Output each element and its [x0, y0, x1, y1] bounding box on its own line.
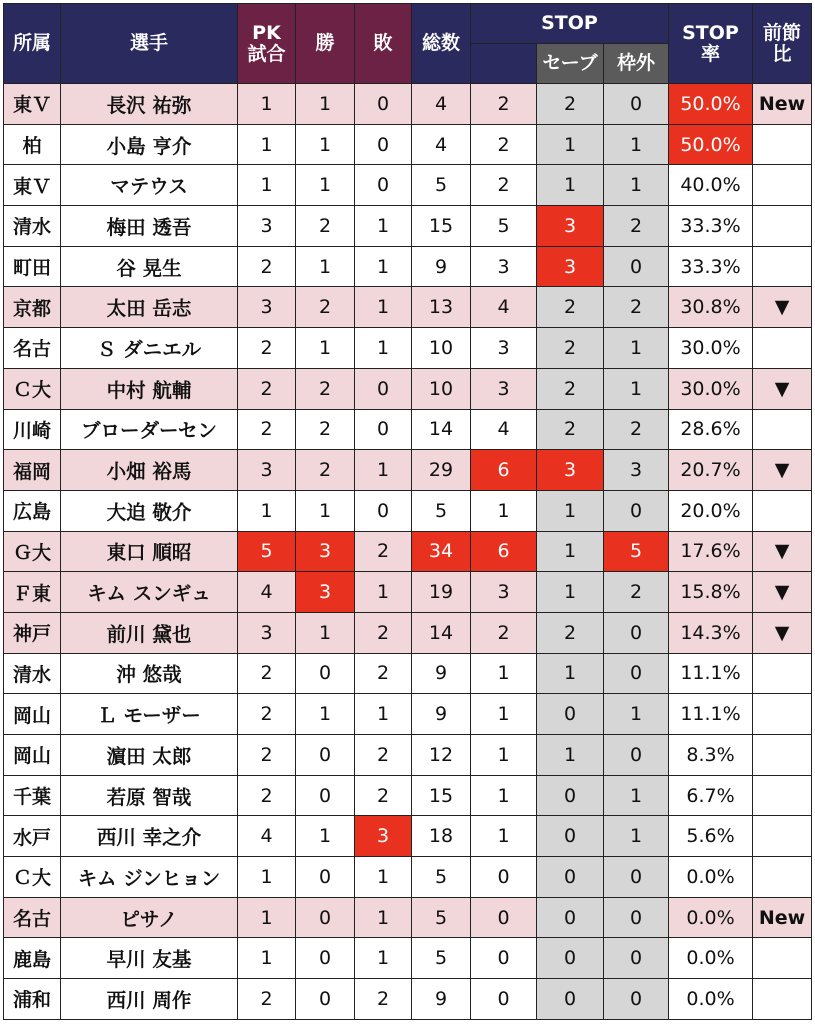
losses-cell: 1 — [355, 246, 412, 287]
off-target-cell: 0 — [604, 653, 669, 694]
player-cell: 前川 黛也 — [61, 612, 238, 653]
wins-cell: 0 — [296, 979, 355, 1020]
wins-cell: 1 — [296, 490, 355, 531]
wins-cell: 1 — [296, 124, 355, 165]
table-row — [4, 897, 812, 938]
total-cell: 5 — [412, 165, 471, 206]
trend-cell — [753, 775, 812, 816]
table-row — [4, 84, 812, 125]
save-cell: 0 — [537, 938, 604, 979]
header-stop-total — [471, 44, 537, 84]
save-cell: 1 — [537, 735, 604, 776]
total-cell: 10 — [412, 368, 471, 409]
off-target-cell: 0 — [604, 857, 669, 898]
pk-matches-cell: 1 — [238, 938, 296, 979]
player-cell: 中村 航輔 — [61, 368, 238, 409]
total-cell: 9 — [412, 653, 471, 694]
team-cell: 名古 — [4, 328, 61, 369]
wins-cell: 1 — [296, 816, 355, 857]
off-target-cell: 2 — [604, 287, 669, 328]
stop-rate-cell: 33.3% — [669, 246, 753, 287]
pk-matches-cell: 2 — [238, 653, 296, 694]
total-cell: 9 — [412, 979, 471, 1020]
pk-matches-cell: 1 — [238, 490, 296, 531]
trend-cell — [753, 938, 812, 979]
stop-rate-cell: 0.0% — [669, 857, 753, 898]
losses-cell: 1 — [355, 694, 412, 735]
stop-rate-cell: 50.0% — [669, 124, 753, 165]
stop-rate-cell: 17.6% — [669, 531, 753, 572]
stop-rate-cell: 20.7% — [669, 450, 753, 491]
total-cell: 5 — [412, 897, 471, 938]
losses-cell: 1 — [355, 938, 412, 979]
stop-rate-cell: 5.6% — [669, 816, 753, 857]
stop-rate-cell: 30.0% — [669, 328, 753, 369]
off-target-cell: 0 — [604, 897, 669, 938]
wins-cell: 3 — [296, 531, 355, 572]
save-cell: 2 — [537, 409, 604, 450]
total-cell: 14 — [412, 612, 471, 653]
wins-cell: 0 — [296, 735, 355, 776]
team-cell: 岡山 — [4, 694, 61, 735]
total-cell: 15 — [412, 206, 471, 247]
total-cell: 9 — [412, 246, 471, 287]
team-cell: 千葉 — [4, 775, 61, 816]
trend-cell — [753, 409, 812, 450]
off-target-cell: 1 — [604, 694, 669, 735]
wins-cell: 0 — [296, 775, 355, 816]
wins-cell: 1 — [296, 84, 355, 125]
save-cell: 2 — [537, 287, 604, 328]
table-row — [4, 490, 812, 531]
table-row — [4, 735, 812, 776]
wins-cell: 2 — [296, 206, 355, 247]
trend-cell — [753, 694, 812, 735]
off-target-cell: 0 — [604, 246, 669, 287]
losses-cell: 0 — [355, 165, 412, 206]
wins-cell: 1 — [296, 165, 355, 206]
table-row — [4, 938, 812, 979]
wins-cell: 1 — [296, 246, 355, 287]
trend-cell — [753, 246, 812, 287]
player-cell: 小畑 裕馬 — [61, 450, 238, 491]
stop-rate-cell: 33.3% — [669, 206, 753, 247]
pk-matches-cell: 1 — [238, 897, 296, 938]
player-cell: 長沢 祐弥 — [61, 84, 238, 125]
header-save: セーブ — [537, 44, 604, 84]
losses-cell: 1 — [355, 206, 412, 247]
header-pk-line1: PK — [252, 21, 281, 44]
losses-cell: 3 — [355, 816, 412, 857]
stop-cell: 0 — [471, 897, 537, 938]
header-prev-compare — [753, 4, 812, 84]
pk-matches-cell: 2 — [238, 409, 296, 450]
pk-matches-cell: 1 — [238, 84, 296, 125]
save-cell: 1 — [537, 165, 604, 206]
header-team: 所属 — [4, 4, 61, 84]
save-cell: 2 — [537, 84, 604, 125]
wins-cell: 0 — [296, 857, 355, 898]
stop-rate-cell: 28.6% — [669, 409, 753, 450]
pk-matches-cell: 2 — [238, 735, 296, 776]
trend-cell: ▼ — [753, 368, 812, 409]
save-cell: 2 — [537, 328, 604, 369]
player-cell: 小島 亨介 — [61, 124, 238, 165]
trend-cell — [753, 124, 812, 165]
pk-matches-cell: 4 — [238, 816, 296, 857]
stop-rate-cell: 30.0% — [669, 368, 753, 409]
pk-matches-cell: 5 — [238, 531, 296, 572]
player-cell: 谷 晃生 — [61, 246, 238, 287]
header-pk-line2: 試合 — [247, 42, 286, 65]
team-cell: 清水 — [4, 206, 61, 247]
pk-matches-cell: 2 — [238, 694, 296, 735]
save-cell: 0 — [537, 857, 604, 898]
save-cell: 1 — [537, 124, 604, 165]
player-cell: 梅田 透吾 — [61, 206, 238, 247]
save-cell: 1 — [537, 531, 604, 572]
wins-cell: 2 — [296, 368, 355, 409]
header-off-target: 枠外 — [604, 44, 669, 84]
header-stop: STOP — [471, 4, 669, 44]
trend-cell — [753, 165, 812, 206]
wins-cell: 2 — [296, 287, 355, 328]
team-cell: 東Ｖ — [4, 84, 61, 125]
save-cell: 1 — [537, 572, 604, 613]
table-row — [4, 368, 812, 409]
total-cell: 4 — [412, 84, 471, 125]
team-cell: 清水 — [4, 653, 61, 694]
off-target-cell: 0 — [604, 979, 669, 1020]
table-row — [4, 124, 812, 165]
trend-cell — [753, 857, 812, 898]
off-target-cell: 1 — [604, 124, 669, 165]
stop-cell: 2 — [471, 612, 537, 653]
stop-cell: 1 — [471, 490, 537, 531]
table-row — [4, 450, 812, 491]
wins-cell: 0 — [296, 938, 355, 979]
stop-cell: 6 — [471, 450, 537, 491]
off-target-cell: 1 — [604, 775, 669, 816]
trend-cell: New — [753, 84, 812, 125]
team-cell: 神戸 — [4, 612, 61, 653]
player-cell: 太田 岳志 — [61, 287, 238, 328]
total-cell: 13 — [412, 287, 471, 328]
off-target-cell: 0 — [604, 612, 669, 653]
total-cell: 12 — [412, 735, 471, 776]
stop-rate-cell: 0.0% — [669, 979, 753, 1020]
table-body — [4, 84, 812, 1020]
losses-cell: 2 — [355, 735, 412, 776]
trend-cell — [753, 206, 812, 247]
trend-cell: ▼ — [753, 287, 812, 328]
stop-cell: 3 — [471, 368, 537, 409]
header-rate-line2: 率 — [700, 42, 720, 65]
losses-cell: 2 — [355, 531, 412, 572]
player-cell: 濵田 太郎 — [61, 735, 238, 776]
losses-cell: 0 — [355, 368, 412, 409]
trend-cell — [753, 735, 812, 776]
team-cell: Ｃ大 — [4, 368, 61, 409]
stop-cell: 5 — [471, 206, 537, 247]
pk-matches-cell: 3 — [238, 450, 296, 491]
off-target-cell: 2 — [604, 409, 669, 450]
table-row — [4, 816, 812, 857]
save-cell: 3 — [537, 206, 604, 247]
stop-cell: 1 — [471, 653, 537, 694]
table-row — [4, 531, 812, 572]
off-target-cell: 1 — [604, 368, 669, 409]
trend-cell — [753, 816, 812, 857]
team-cell: 名古 — [4, 897, 61, 938]
header-rate-line1: STOP — [682, 21, 739, 44]
pk-matches-cell: 1 — [238, 857, 296, 898]
stop-rate-cell: 40.0% — [669, 165, 753, 206]
pk-matches-cell: 2 — [238, 246, 296, 287]
table-row — [4, 694, 812, 735]
team-cell: 広島 — [4, 490, 61, 531]
team-cell: 柏 — [4, 124, 61, 165]
stop-rate-cell: 11.1% — [669, 694, 753, 735]
table-row — [4, 857, 812, 898]
player-cell: マテウス — [61, 165, 238, 206]
team-cell: 福岡 — [4, 450, 61, 491]
save-cell: 0 — [537, 816, 604, 857]
table-row — [4, 165, 812, 206]
losses-cell: 0 — [355, 84, 412, 125]
player-cell: 若原 智哉 — [61, 775, 238, 816]
total-cell: 14 — [412, 409, 471, 450]
stop-cell: 0 — [471, 857, 537, 898]
trend-cell — [753, 979, 812, 1020]
header-pk-matches — [238, 4, 296, 84]
player-cell: キム ジンヒョン — [61, 857, 238, 898]
stop-cell: 2 — [471, 84, 537, 125]
table-row — [4, 206, 812, 247]
stop-cell: 3 — [471, 328, 537, 369]
losses-cell: 0 — [355, 124, 412, 165]
trend-cell: ▼ — [753, 450, 812, 491]
save-cell: 0 — [537, 979, 604, 1020]
team-cell: Ｆ東 — [4, 572, 61, 613]
pk-matches-cell: 3 — [238, 206, 296, 247]
total-cell: 5 — [412, 857, 471, 898]
team-cell: 鹿島 — [4, 938, 61, 979]
total-cell: 9 — [412, 694, 471, 735]
table-row — [4, 572, 812, 613]
player-cell: 東口 順昭 — [61, 531, 238, 572]
stop-cell: 4 — [471, 287, 537, 328]
player-cell: キム スンギュ — [61, 572, 238, 613]
total-cell: 4 — [412, 124, 471, 165]
losses-cell: 0 — [355, 490, 412, 531]
table-header — [4, 4, 812, 84]
table-row — [4, 246, 812, 287]
save-cell: 3 — [537, 450, 604, 491]
player-cell: ブローダーセン — [61, 409, 238, 450]
losses-cell: 0 — [355, 409, 412, 450]
trend-cell: ▼ — [753, 612, 812, 653]
wins-cell: 2 — [296, 409, 355, 450]
stop-cell: 1 — [471, 735, 537, 776]
save-cell: 0 — [537, 694, 604, 735]
off-target-cell: 1 — [604, 816, 669, 857]
stop-cell: 3 — [471, 246, 537, 287]
team-cell: 水戸 — [4, 816, 61, 857]
team-cell: Ｃ大 — [4, 857, 61, 898]
trend-cell — [753, 490, 812, 531]
trend-cell: New — [753, 897, 812, 938]
team-cell: 東Ｖ — [4, 165, 61, 206]
stop-cell: 0 — [471, 938, 537, 979]
pk-stop-rate-table — [3, 3, 812, 1020]
save-cell: 0 — [537, 775, 604, 816]
table-row — [4, 775, 812, 816]
losses-cell: 2 — [355, 775, 412, 816]
total-cell: 10 — [412, 328, 471, 369]
pk-matches-cell: 2 — [238, 775, 296, 816]
player-cell: 早川 友基 — [61, 938, 238, 979]
stop-rate-cell: 6.7% — [669, 775, 753, 816]
stop-cell: 2 — [471, 165, 537, 206]
table-row — [4, 409, 812, 450]
losses-cell: 1 — [355, 857, 412, 898]
off-target-cell: 0 — [604, 490, 669, 531]
wins-cell: 1 — [296, 328, 355, 369]
player-cell: 大迫 敬介 — [61, 490, 238, 531]
stop-rate-cell: 0.0% — [669, 938, 753, 979]
stop-rate-cell: 0.0% — [669, 897, 753, 938]
table-row — [4, 612, 812, 653]
losses-cell: 1 — [355, 287, 412, 328]
wins-cell: 1 — [296, 612, 355, 653]
stop-cell: 4 — [471, 409, 537, 450]
losses-cell: 2 — [355, 653, 412, 694]
team-cell: 浦和 — [4, 979, 61, 1020]
table-row — [4, 328, 812, 369]
stop-rate-cell: 30.8% — [669, 287, 753, 328]
table-row — [4, 979, 812, 1020]
off-target-cell: 1 — [604, 328, 669, 369]
trend-cell: ▼ — [753, 531, 812, 572]
save-cell: 2 — [537, 612, 604, 653]
header-total: 総数 — [412, 4, 471, 84]
team-cell: Ｇ大 — [4, 531, 61, 572]
off-target-cell: 1 — [604, 165, 669, 206]
stop-cell: 1 — [471, 816, 537, 857]
off-target-cell: 0 — [604, 84, 669, 125]
save-cell: 0 — [537, 897, 604, 938]
off-target-cell: 0 — [604, 938, 669, 979]
wins-cell: 2 — [296, 450, 355, 491]
total-cell: 5 — [412, 938, 471, 979]
stop-rate-cell: 11.1% — [669, 653, 753, 694]
off-target-cell: 3 — [604, 450, 669, 491]
total-cell: 5 — [412, 490, 471, 531]
stop-rate-cell: 20.0% — [669, 490, 753, 531]
player-cell: 沖 悠哉 — [61, 653, 238, 694]
wins-cell: 1 — [296, 694, 355, 735]
pk-matches-cell: 2 — [238, 368, 296, 409]
header-prev-line2: 比 — [772, 42, 792, 65]
player-cell: Ｓ ダニエル — [61, 328, 238, 369]
stop-cell: 0 — [471, 979, 537, 1020]
stop-cell: 1 — [471, 694, 537, 735]
trend-cell — [753, 328, 812, 369]
player-cell: 西川 周作 — [61, 979, 238, 1020]
stop-rate-cell: 50.0% — [669, 84, 753, 125]
pk-matches-cell: 2 — [238, 979, 296, 1020]
total-cell: 29 — [412, 450, 471, 491]
wins-cell: 0 — [296, 653, 355, 694]
trend-cell — [753, 653, 812, 694]
off-target-cell: 0 — [604, 735, 669, 776]
player-cell: 西川 幸之介 — [61, 816, 238, 857]
losses-cell: 1 — [355, 897, 412, 938]
total-cell: 34 — [412, 531, 471, 572]
team-cell: 京都 — [4, 287, 61, 328]
pk-matches-cell: 3 — [238, 612, 296, 653]
stop-cell: 2 — [471, 124, 537, 165]
pk-matches-cell: 1 — [238, 124, 296, 165]
off-target-cell: 2 — [604, 206, 669, 247]
pk-matches-cell: 1 — [238, 165, 296, 206]
header-stop-rate — [669, 4, 753, 84]
total-cell: 19 — [412, 572, 471, 613]
losses-cell: 1 — [355, 328, 412, 369]
wins-cell: 3 — [296, 572, 355, 613]
save-cell: 3 — [537, 246, 604, 287]
team-cell: 町田 — [4, 246, 61, 287]
losses-cell: 1 — [355, 572, 412, 613]
losses-cell: 2 — [355, 612, 412, 653]
total-cell: 18 — [412, 816, 471, 857]
stop-rate-cell: 14.3% — [669, 612, 753, 653]
stop-cell: 6 — [471, 531, 537, 572]
team-cell: 岡山 — [4, 735, 61, 776]
team-cell: 川崎 — [4, 409, 61, 450]
pk-matches-cell: 3 — [238, 287, 296, 328]
stop-cell: 1 — [471, 775, 537, 816]
stop-rate-cell: 15.8% — [669, 572, 753, 613]
table-row — [4, 653, 812, 694]
header-prev-line1: 前節 — [762, 21, 801, 44]
header-losses: 敗 — [355, 4, 412, 84]
trend-cell: ▼ — [753, 572, 812, 613]
pk-matches-cell: 4 — [238, 572, 296, 613]
off-target-cell: 5 — [604, 531, 669, 572]
wins-cell: 0 — [296, 897, 355, 938]
off-target-cell: 2 — [604, 572, 669, 613]
save-cell: 1 — [537, 490, 604, 531]
save-cell: 2 — [537, 368, 604, 409]
player-cell: Ｌ モーザー — [61, 694, 238, 735]
table-row — [4, 287, 812, 328]
losses-cell: 1 — [355, 450, 412, 491]
stop-cell: 3 — [471, 572, 537, 613]
stop-rate-cell: 8.3% — [669, 735, 753, 776]
pk-matches-cell: 2 — [238, 328, 296, 369]
player-cell: ピサノ — [61, 897, 238, 938]
save-cell: 1 — [537, 653, 604, 694]
losses-cell: 2 — [355, 979, 412, 1020]
total-cell: 15 — [412, 775, 471, 816]
header-wins: 勝 — [296, 4, 355, 84]
header-player: 選手 — [61, 4, 238, 84]
